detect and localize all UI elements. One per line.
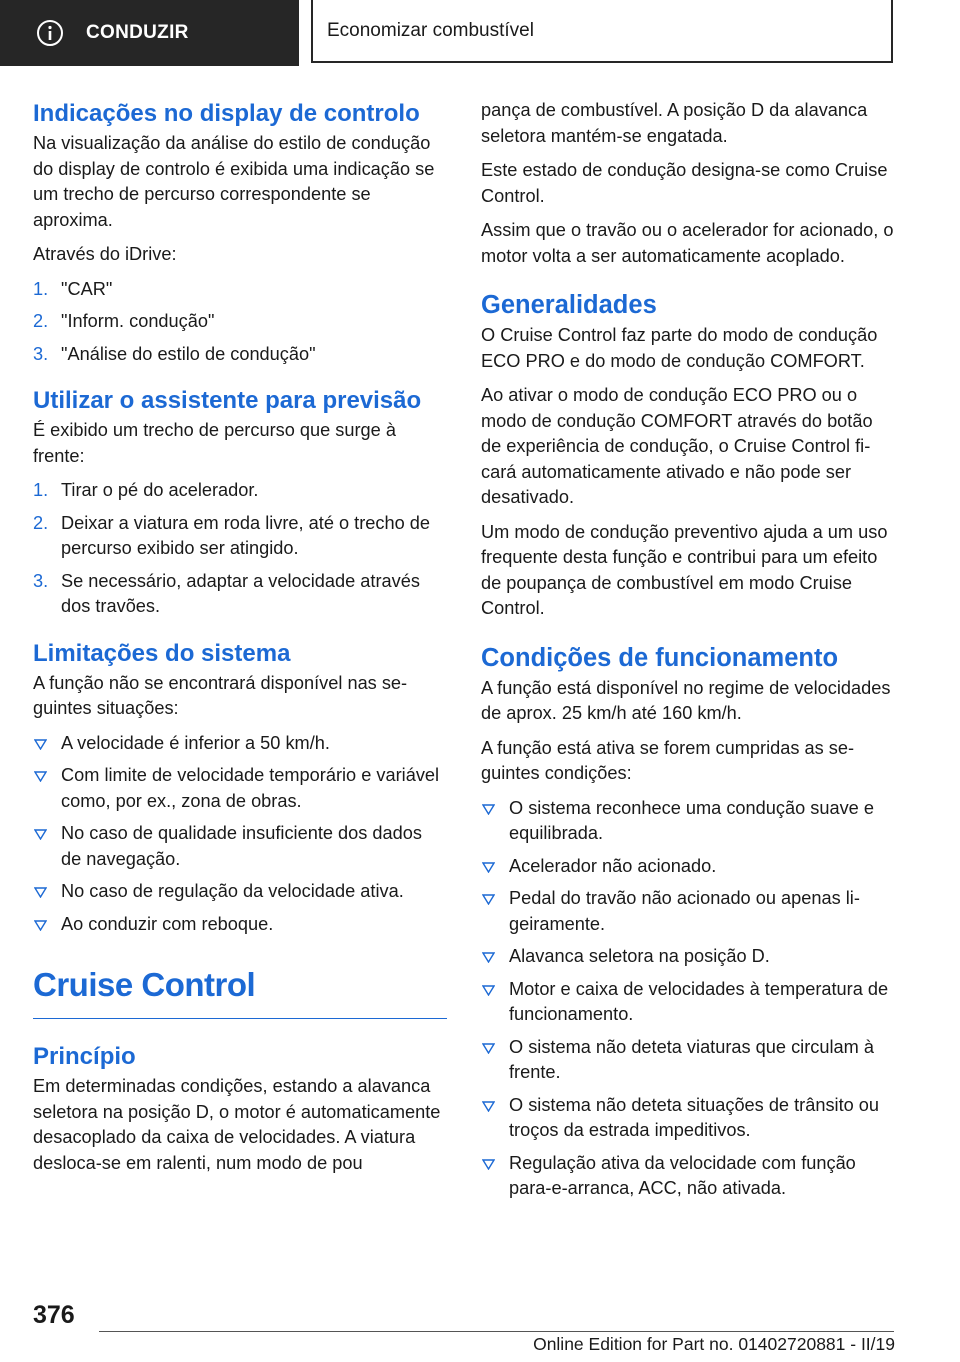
- heading-assistant: Utilizar o assistente para previsão: [33, 387, 422, 414]
- left-column: [33, 98, 447, 1185]
- heading-display-indications: Indicações no display de controlo: [33, 100, 420, 127]
- info-icon: [36, 19, 64, 47]
- triangle-bullet-icon: [482, 1159, 495, 1170]
- list-item: 1. Tirar o pé do acelerador.: [33, 480, 259, 500]
- heading-limitations: Limitações do sistema: [33, 639, 291, 667]
- paragraph-conditions-2: A função está ativa se forem cumpridas as seguintes condições:: [481, 737, 855, 783]
- list-item: O sistema não deteta viaturas que circulam à frente.: [481, 1035, 897, 1086]
- paragraph-brake: Assim que o travão ou o acelerador for acionado, o motor volta a ser automaticamente acoplado.: [481, 220, 894, 266]
- triangle-bullet-icon: [34, 771, 47, 782]
- chapter-tab: [311, 0, 893, 63]
- triangle-bullet-icon: [482, 952, 495, 963]
- limitations-list: [33, 731, 447, 938]
- conditions-list: [481, 796, 897, 1202]
- triangle-bullet-icon: [482, 1101, 495, 1112]
- list-item: Ao conduzir com reboque.: [33, 912, 447, 938]
- list-item: 1. "CAR": [33, 278, 113, 299]
- chapter-heading-cruise-control: Cruise Control: [33, 963, 447, 1019]
- list-item: Regulação ativa da velocidade com função para-e-arranca, ACC, não ativada.: [481, 1151, 897, 1202]
- edition-label: Online Edition for Part no. 01402720881 - II/19: [533, 1334, 895, 1354]
- paragraph-display-indications: Na visualização da análise do estilo de condução do display de controlo é exibida uma indicação se um trecho de percurso correspondente se aproxima.: [33, 133, 435, 230]
- triangle-bullet-icon: [482, 862, 495, 873]
- triangle-bullet-icon: [482, 1043, 495, 1054]
- page-number: 376: [33, 1301, 75, 1329]
- paragraph-state: Este estado de condução designa-se como Cruise Control.: [481, 160, 888, 206]
- triangle-bullet-icon: [34, 829, 47, 840]
- paragraph-general-3: Um modo de condução preventivo ajuda a um uso frequente desta função e contribui para um efeito de poupança de combustível em modo Cruise Control.: [481, 521, 888, 618]
- list-item: O sistema reconhece uma condução suave e equilibrada.: [481, 796, 897, 847]
- heading-general: Generalidades: [481, 291, 657, 319]
- idrive-steps-list: [33, 277, 447, 368]
- section-tab: [0, 0, 299, 66]
- assistant-steps-list: [33, 478, 447, 620]
- list-item: A velocidade é inferior a 50 km/h.: [33, 731, 447, 757]
- list-item: Com limite de velocidade temporário e variável como, por ex., zona de obras.: [33, 763, 447, 814]
- list-item: 3. Se necessário, adaptar a velocidade através dos travões.: [33, 570, 420, 616]
- list-item: Acelerador não acionado.: [481, 854, 897, 880]
- right-column: [481, 98, 897, 1212]
- list-item: 2. "Inform. condução": [33, 311, 215, 331]
- list-item: 3. "Análise do estilo de condução": [33, 343, 316, 364]
- paragraph-limitations: A função não se encontrará disponível nas seguintes situações:: [33, 672, 408, 718]
- list-item: No caso de regulação da velocidade ativa.: [33, 879, 447, 905]
- paragraph-general-2: Ao ativar o modo de condução ECO PRO ou o modo de condução COMFORT através do botão de experiência de condução, o Cruise Control ficará automaticamente ativado e não pode ser desativado.: [481, 385, 873, 507]
- paragraph-principle: Em determinadas condições, estando a alavanca seletora na posição D, o motor é automaticamente desacoplado da caixa de velocidades. A viatura desloca-se em ralenti, num modo de pou: [33, 1076, 441, 1173]
- list-item: Motor e caixa de velocidades à temperatura de funcionamento.: [481, 977, 897, 1028]
- list-item: 2. Deixar a viatura em roda livre, até o trecho de percurso exibido ser atingido.: [33, 512, 430, 558]
- chapter-title: Economizar combustível: [327, 19, 534, 41]
- triangle-bullet-icon: [34, 739, 47, 750]
- paragraph-assistant: É exibido um trecho de percurso que surge à frente:: [33, 420, 396, 466]
- section-name: CONDUZIR: [86, 22, 189, 43]
- paragraph-general-1: O Cruise Control faz parte do modo de condução ECO PRO e do modo de condução COMFORT.: [481, 325, 878, 371]
- triangle-bullet-icon: [482, 985, 495, 996]
- paragraph-idrive: Através do iDrive:: [33, 244, 177, 264]
- paragraph-continued: pança de combustível. A posição D da alavanca seletora mantém-se engatada.: [481, 100, 868, 146]
- heading-conditions: Condições de funcionamento: [481, 643, 839, 672]
- heading-principle: Princípio: [33, 1043, 136, 1070]
- triangle-bullet-icon: [482, 894, 495, 905]
- triangle-bullet-icon: [482, 804, 495, 815]
- list-item: Pedal do travão não acionado ou apenas ligeiramente.: [481, 886, 897, 937]
- triangle-bullet-icon: [34, 920, 47, 931]
- list-item: No caso de qualidade insuficiente dos dados de navegação.: [33, 821, 447, 872]
- list-item: Alavanca seletora na posição D.: [481, 944, 897, 970]
- page-header: [0, 0, 960, 66]
- triangle-bullet-icon: [34, 887, 47, 898]
- list-item: O sistema não deteta situações de trânsito ou troços da estrada impeditivos.: [481, 1093, 897, 1144]
- footer-divider: [99, 1331, 894, 1332]
- paragraph-conditions-1: A função está disponível no regime de velocidades de aprox. 25 km/h até 160 km/h.: [481, 677, 891, 723]
